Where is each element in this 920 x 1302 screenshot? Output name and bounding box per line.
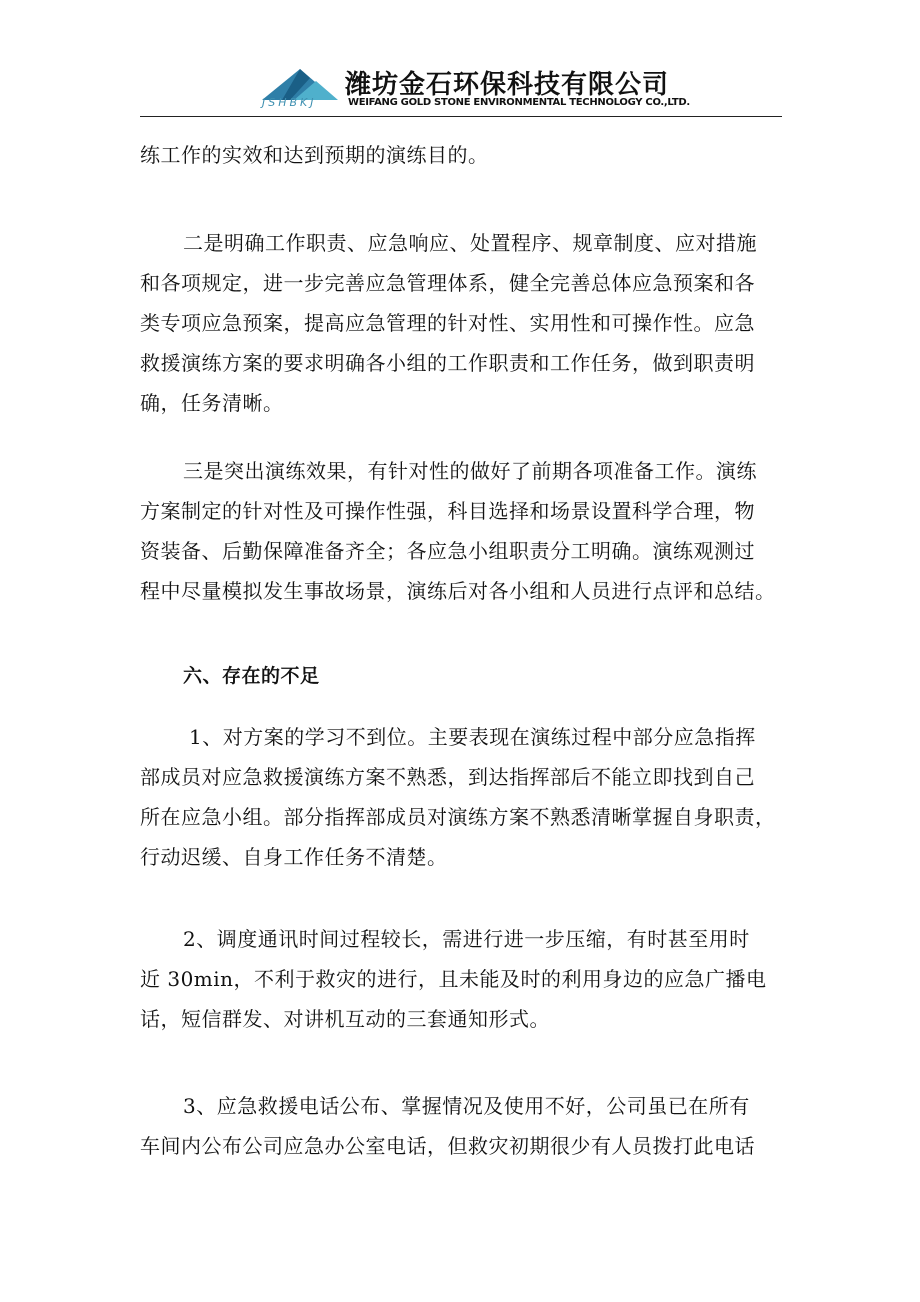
company-name-en: WEIFANG GOLD STONE ENVIRONMENTAL TECHNOLOGY CO.,LTD.	[348, 97, 690, 108]
header-divider	[140, 116, 782, 117]
logo-caption: JSHBKJ	[262, 96, 317, 109]
body-line: 确，任务清晰。	[140, 391, 284, 415]
body-line: 1、对方案的学习不到位。主要表现在演练过程中部分应急指挥	[189, 725, 756, 749]
body-line: 三是突出演练效果，有针对性的做好了前期各项准备工作。演练	[183, 459, 757, 483]
company-name-cn: 潍坊金石环保科技有限公司	[345, 70, 670, 100]
body-line: 部成员对应急救援演练方案不熟悉，到达指挥部后不能立即找到自己	[140, 765, 755, 789]
body-line: 救援演练方案的要求明确各小组的工作职责和工作任务，做到职责明	[140, 351, 755, 375]
body-line: 行动迟缓、自身工作任务不清楚。	[140, 845, 448, 869]
body-line: 车间内公布公司应急办公室电话，但救灾初期很少有人员拨打此电话	[140, 1134, 755, 1158]
body-line: 程中尽量模拟发生事故场景，演练后对各小组和人员进行点评和总结。	[140, 579, 776, 603]
body-line: 2、调度通讯时间过程较长，需进行进一步压缩，有时甚至用时	[183, 927, 750, 951]
body-line: 和各项规定，进一步完善应急管理体系，健全完善总体应急预案和各	[140, 271, 755, 295]
body-line: 资装备、后勤保障准备齐全；各应急小组职责分工明确。演练观测过	[140, 539, 755, 563]
page-header	[140, 62, 782, 118]
body-line: 近 30min，不利于救灾的进行，且未能及时的利用身边的应急广播电	[140, 967, 767, 991]
body-line: 练工作的实效和达到预期的演练目的。	[140, 143, 489, 167]
body-line: 所在应急小组。部分指挥部成员对演练方案不熟悉清晰掌握自身职责，	[140, 805, 776, 829]
body-line: 3、应急救援电话公布、掌握情况及使用不好，公司虽已在所有	[183, 1094, 750, 1118]
section-heading: 六、存在的不足	[183, 665, 320, 687]
body-line: 方案制定的针对性及可操作性强，科目选择和场景设置科学合理，物	[140, 499, 755, 523]
body-line: 类专项应急预案，提高应急管理的针对性、实用性和可操作性。应急	[140, 311, 755, 335]
body-line: 话，短信群发、对讲机互动的三套通知形式。	[140, 1007, 550, 1031]
body-line: 二是明确工作职责、应急响应、处置程序、规章制度、应对措施	[183, 231, 757, 255]
